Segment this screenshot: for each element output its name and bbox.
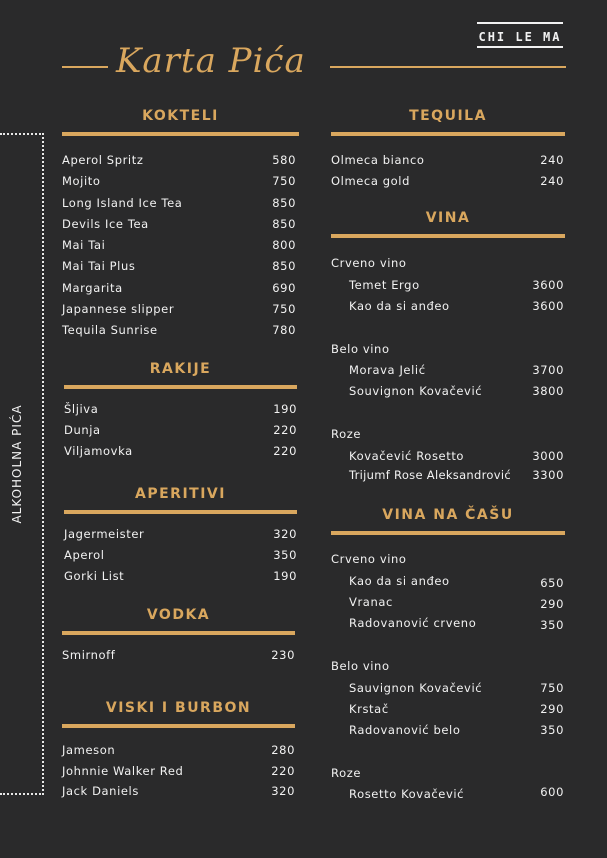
section-vodka bbox=[62, 605, 295, 662]
menu-item: Mai Tai Plus 850 bbox=[62, 259, 296, 273]
wine-group-label: Roze bbox=[331, 766, 362, 780]
menu-item: Morava Jelić 3700 bbox=[349, 363, 564, 377]
menu-item: Johnnie Walker Red 220 bbox=[62, 764, 295, 778]
section-rule bbox=[62, 631, 295, 635]
menu-item: Long Island Ice Tea 850 bbox=[62, 196, 296, 210]
section-title: VODKA bbox=[146, 607, 211, 623]
wine-group-label: Belo vino bbox=[331, 342, 390, 356]
wine-group-label: Crveno vino bbox=[331, 256, 407, 270]
section-title: RAKIJE bbox=[149, 361, 212, 377]
menu-item: Dunja 220 bbox=[64, 423, 297, 437]
menu-item: Japannese slipper 750 bbox=[62, 302, 296, 316]
menu-item: Jack Daniels 320 bbox=[62, 784, 295, 798]
section-vina-na-casu bbox=[331, 505, 565, 801]
section-rule bbox=[64, 510, 297, 514]
menu-item: Mai Tai 800 bbox=[62, 238, 296, 252]
menu-item: Olmeca gold 240 bbox=[331, 174, 564, 188]
menu-item: Mojito 750 bbox=[62, 174, 296, 188]
menu-item: Rosetto Kovačević 600 bbox=[349, 785, 564, 801]
brand-logo: CHI LE MA bbox=[477, 22, 563, 48]
menu-item: Krstač 290 bbox=[349, 702, 564, 716]
section-title: KOKTELI bbox=[142, 108, 219, 124]
menu-item: Sauvignon Kovačević 750 bbox=[349, 681, 564, 695]
menu-item: Kovačević Rosetto 3000 bbox=[349, 449, 564, 463]
section-tequila bbox=[331, 106, 565, 188]
wine-group-label: Crveno vino bbox=[331, 552, 407, 566]
wine-group-label: Roze bbox=[331, 427, 362, 441]
menu-item: Devils Ice Tea 850 bbox=[62, 217, 296, 231]
section-title: APERITIVI bbox=[135, 486, 226, 502]
title-line-right bbox=[330, 66, 566, 68]
menu-item: Vranac 290 bbox=[349, 595, 564, 611]
section-aperitivi bbox=[64, 484, 297, 583]
section-title: VISKI I BURBON bbox=[105, 700, 252, 716]
title-line-left bbox=[62, 66, 108, 68]
section-title: VINA bbox=[425, 210, 471, 226]
section-kokteli bbox=[62, 106, 299, 337]
menu-item: Smirnoff 230 bbox=[62, 648, 295, 662]
section-rakije bbox=[64, 359, 297, 458]
menu-item: Temet Ergo 3600 bbox=[349, 278, 564, 292]
menu-item: Jagermeister 320 bbox=[64, 527, 297, 541]
wine-group-label: Belo vino bbox=[331, 659, 390, 673]
menu-item: Aperol 350 bbox=[64, 548, 297, 562]
menu-item: Radovanović crveno 350 bbox=[349, 616, 564, 632]
section-rule bbox=[64, 385, 297, 389]
menu-item: Trijumf Rose Aleksandrović 3300 bbox=[349, 468, 564, 482]
section-title: VINA NA ČAŠU bbox=[382, 507, 514, 523]
menu-item: Gorki List 190 bbox=[64, 569, 297, 583]
menu-item: Kao da si anđeo 3600 bbox=[349, 299, 564, 313]
section-title: TEQUILA bbox=[409, 108, 487, 124]
menu-item: Jameson 280 bbox=[62, 743, 295, 757]
section-rule bbox=[331, 234, 565, 238]
section-rule bbox=[62, 724, 295, 728]
menu-item: Radovanović belo 350 bbox=[349, 723, 564, 737]
page-title: Karta Pića bbox=[116, 41, 306, 81]
menu-item: Kao da si anđeo 650 bbox=[349, 574, 564, 590]
section-vina bbox=[331, 208, 565, 482]
menu-item: Margarita 690 bbox=[62, 281, 296, 295]
menu-item: Viljamovka 220 bbox=[64, 444, 297, 458]
section-viski bbox=[62, 698, 295, 798]
menu-item: Aperol Spritz 580 bbox=[62, 153, 296, 167]
section-rule bbox=[331, 531, 565, 535]
menu-item: Tequila Sunrise 780 bbox=[62, 323, 296, 337]
menu-item: Šljiva 190 bbox=[64, 402, 297, 416]
section-rule bbox=[62, 132, 299, 136]
section-rule bbox=[331, 132, 565, 136]
menu-item: Olmeca bianco 240 bbox=[331, 153, 564, 167]
menu-item: Souvignon Kovačević 3800 bbox=[349, 384, 564, 398]
